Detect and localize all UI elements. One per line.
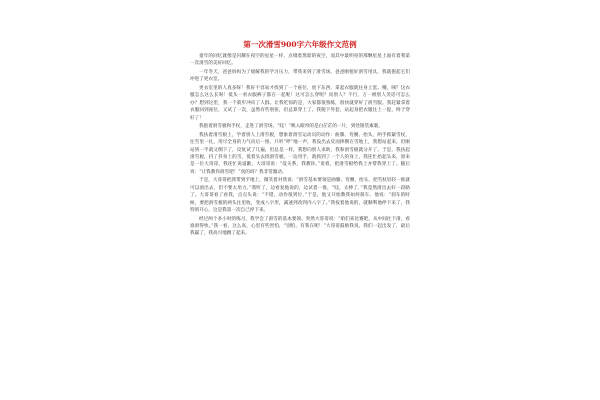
paragraph: 于是，大哥哥把我带到平地上，微笑着对我说：“滑雪基本要领是曲膝、弯腰、抬头、把雪杖轻轻一推就可以滑出去，但不要太用力。”我听了，边看复他说的，边试着一推，“哇，太棒了，”我竟然滑出去好一段路了。大哥哥看了看我，点点头说：“不错，动作很到位，”于是，他又开始教我如何刹车。他说：“刹车的时候，要把滑雪板的两头往里收，变成八字形，减速到改到内八字了。”我按着他说的，就顺利地停下来了，我特别开心，这是我第一次自己停下来。 xyxy=(190,178,410,214)
paragraph: 童年的回忆就像是闪耀在夜空的星星一样，点缀着黑暗的夜空，而其中最明亮的那颗星星上面有着我第一次滑雪的美好回忆。 xyxy=(190,54,410,67)
paragraph: 更衣室里的人真多呀！我好不容易才找到了一个座位，放下东西，拿起衣服就往身上套。哦，咦？这衣服怎么这么长呀！低头一看衣服裤子都在一起呢！这可怎么穿呢？问别人？不行，万一被别人笑话可怎么办？想到这里，我一个箭步冲向了人群。让我吃惊的是，大家都很熟练，很快就穿好了滑雪服。我赶紧拿着衣服回到座位，又试了一次，虽然有些别扭，但总算穿上了。我脱下外套，站起身把衣服往上一提，终于穿好了！ xyxy=(190,86,410,121)
paragraph: 一年冬天，爸爸妈妈为了缓解我的学习压力，带我来到了滑雪场。爸爸刚租好滑雪用具，我就抱起它们冲进了更衣室。 xyxy=(190,70,410,83)
document-title: 第一次滑雪900字六年级作文范例 xyxy=(243,40,357,49)
document-page xyxy=(190,40,410,400)
paragraph: 经过两个多小时的练习，我学会了滑雪的基本要领。突然大哥哥说：“咱们来比赛吧，从中间往下滑，看谁滑得快。”我一看，这么高，心里有些害怕，“别怕，有我在呢！”大哥哥鼓励我说。我们一起出发了，最后我赢了，我高兴地跳了起来。 xyxy=(190,216,410,237)
paragraph: 我抱着滑雪板和手杖，走进了滑雪场。“哇！”映入眼帘的是白茫茫的一片，到处银装素裹。 xyxy=(199,124,383,130)
paragraph: 我扶着滑雪板上，学着别人上滑雪板，想象着滑雪运动员的动作：曲膝、弯腰、抬头，两手抓紧雪杖，往雪里一扎，用尽全身的力气向后一推，只听“呼”地一声，我没出去反而摔倒在雪地上，我想站起来，但刚站到一半就又倒下了，反复试了几遍，但总是一样，我想向别人求助，我和滑雪板就分开了。于是，我扶起滑雪板，抖了抖身上的雪，低着头去找滑雪板。一边用手，就抓到了一个人的身上，我连忙抬起头来，原来是一位大哥哥，我连忙说道歉，大哥哥说：“没关系，我教你。”说着，把滑雪板给我上并帮我穿上了。随后说：“让我教你滑雪吧！”真的吗？我非常激动。 xyxy=(190,132,410,175)
